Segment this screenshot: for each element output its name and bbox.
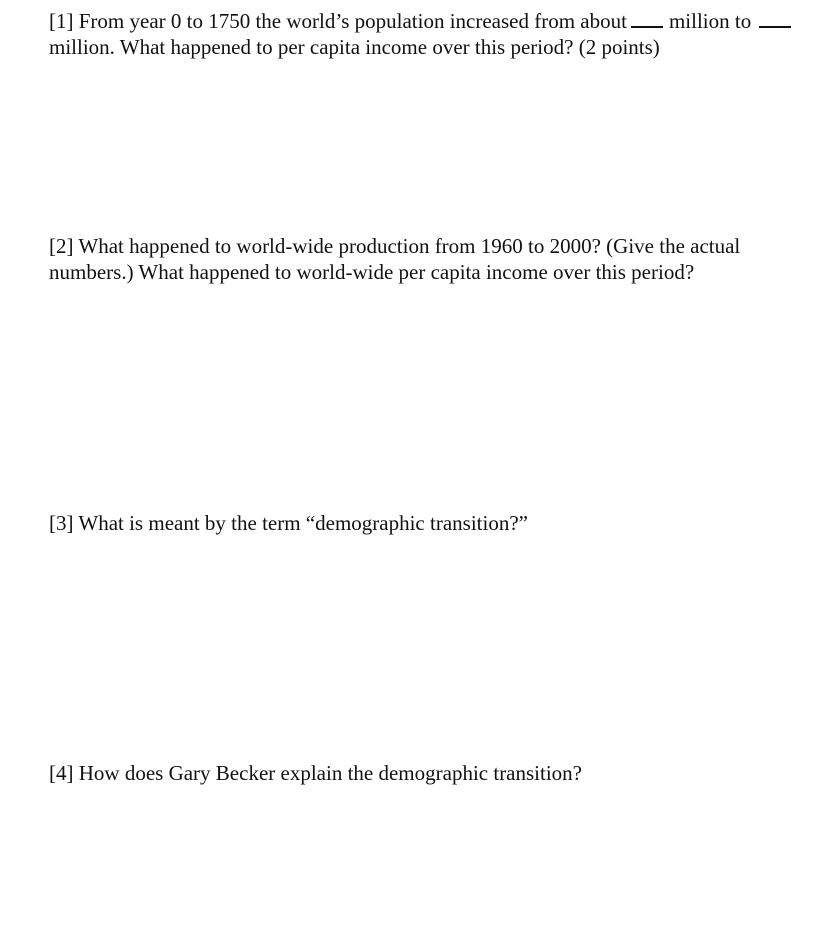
question-3 — [49, 510, 528, 536]
question-4-number: [4] — [49, 761, 74, 785]
question-1 — [49, 8, 791, 60]
question-4 — [49, 760, 582, 786]
question-2-number: [2] — [49, 234, 74, 258]
question-1-text-b: million to — [668, 9, 752, 33]
answer-blank-1[interactable] — [631, 8, 663, 28]
answer-blank-2[interactable] — [759, 8, 791, 28]
question-1-number: [1] — [49, 9, 74, 33]
question-4-line-1 — [49, 760, 582, 786]
question-1-line-1 — [49, 8, 791, 34]
question-2 — [49, 233, 740, 285]
question-2-line-1 — [49, 233, 740, 259]
question-2-text-1: What happened to world-wide production from 1960 to 2000? (Give the actual — [78, 234, 741, 258]
question-2-line-2: numbers.) What happened to world-wide per capita income over this period? — [49, 260, 695, 284]
question-1-text-a: From year 0 to 1750 the world’s population increased from about — [78, 9, 627, 33]
question-4-text: How does Gary Becker explain the demographic transition? — [78, 761, 583, 785]
question-3-text: What is meant by the term “demographic transition?” — [78, 511, 528, 535]
question-1-line-2: million. What happened to per capita income over this period? (2 points) — [49, 35, 660, 59]
question-3-number: [3] — [49, 511, 74, 535]
question-3-line-1 — [49, 510, 528, 536]
